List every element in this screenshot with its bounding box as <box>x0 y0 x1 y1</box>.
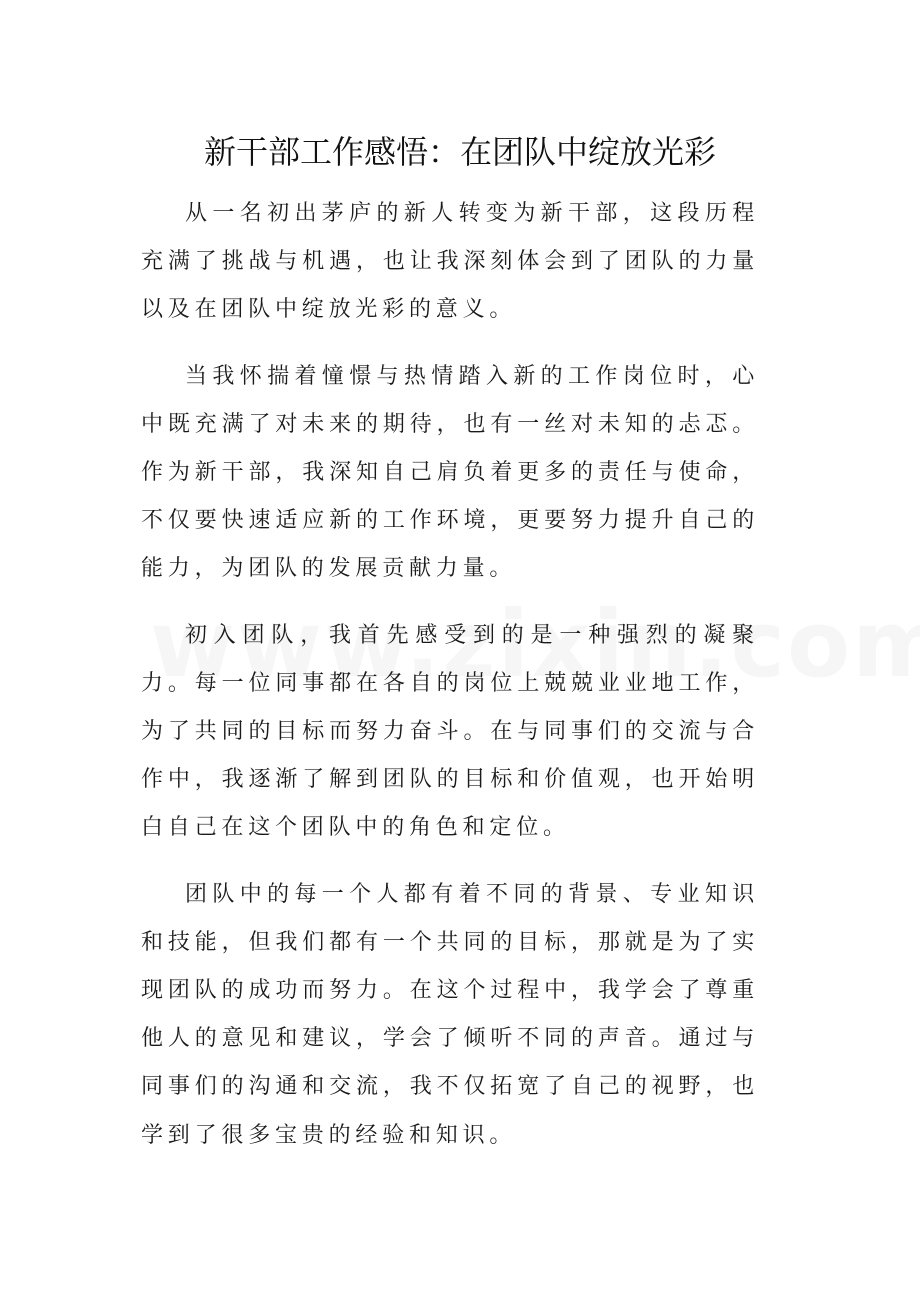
paragraph-1: 从一名初出茅庐的新人转变为新干部，这段历程充满了挑战与机遇，也让我深刻体会到了团队的力量以及在团队中绽放光彩的意义。 <box>141 201 759 323</box>
document-title: 新干部工作感悟：在团队中绽放光彩 <box>203 133 716 171</box>
paragraph-4: 团队中的每一个人都有着不同的背景、专业知识和技能，但我们都有一个共同的目标，那就是为了实现团队的成功而努力。在这个过程中，我学会了尊重他人的意见和建议，学会了倾听不同的声音。通过与同事们的沟通和交流，我不仅拓宽了自己的视野，也学到了很多宝贵的经验和知识。 <box>141 881 759 1148</box>
paragraph-3: 初入团队，我首先感受到的是一种强烈的凝聚力。每一位同事都在各自的岗位上兢兢业业地工作，为了共同的目标而努力奋斗。在与同事们的交流与合作中，我逐渐了解到团队的目标和价值观，也开始明白自己在这个团队中的角色和定位。 <box>141 622 759 841</box>
paragraph-2: 当我怀揣着憧憬与热情踏入新的工作岗位时，心中既充满了对未来的期待，也有一丝对未知的忐忑。作为新干部，我深知自己肩负着更多的责任与使命，不仅要快速适应新的工作环境，更要努力提升自己的能力，为团队的发展贡献力量。 <box>141 363 759 582</box>
document-body <box>141 190 759 1178</box>
